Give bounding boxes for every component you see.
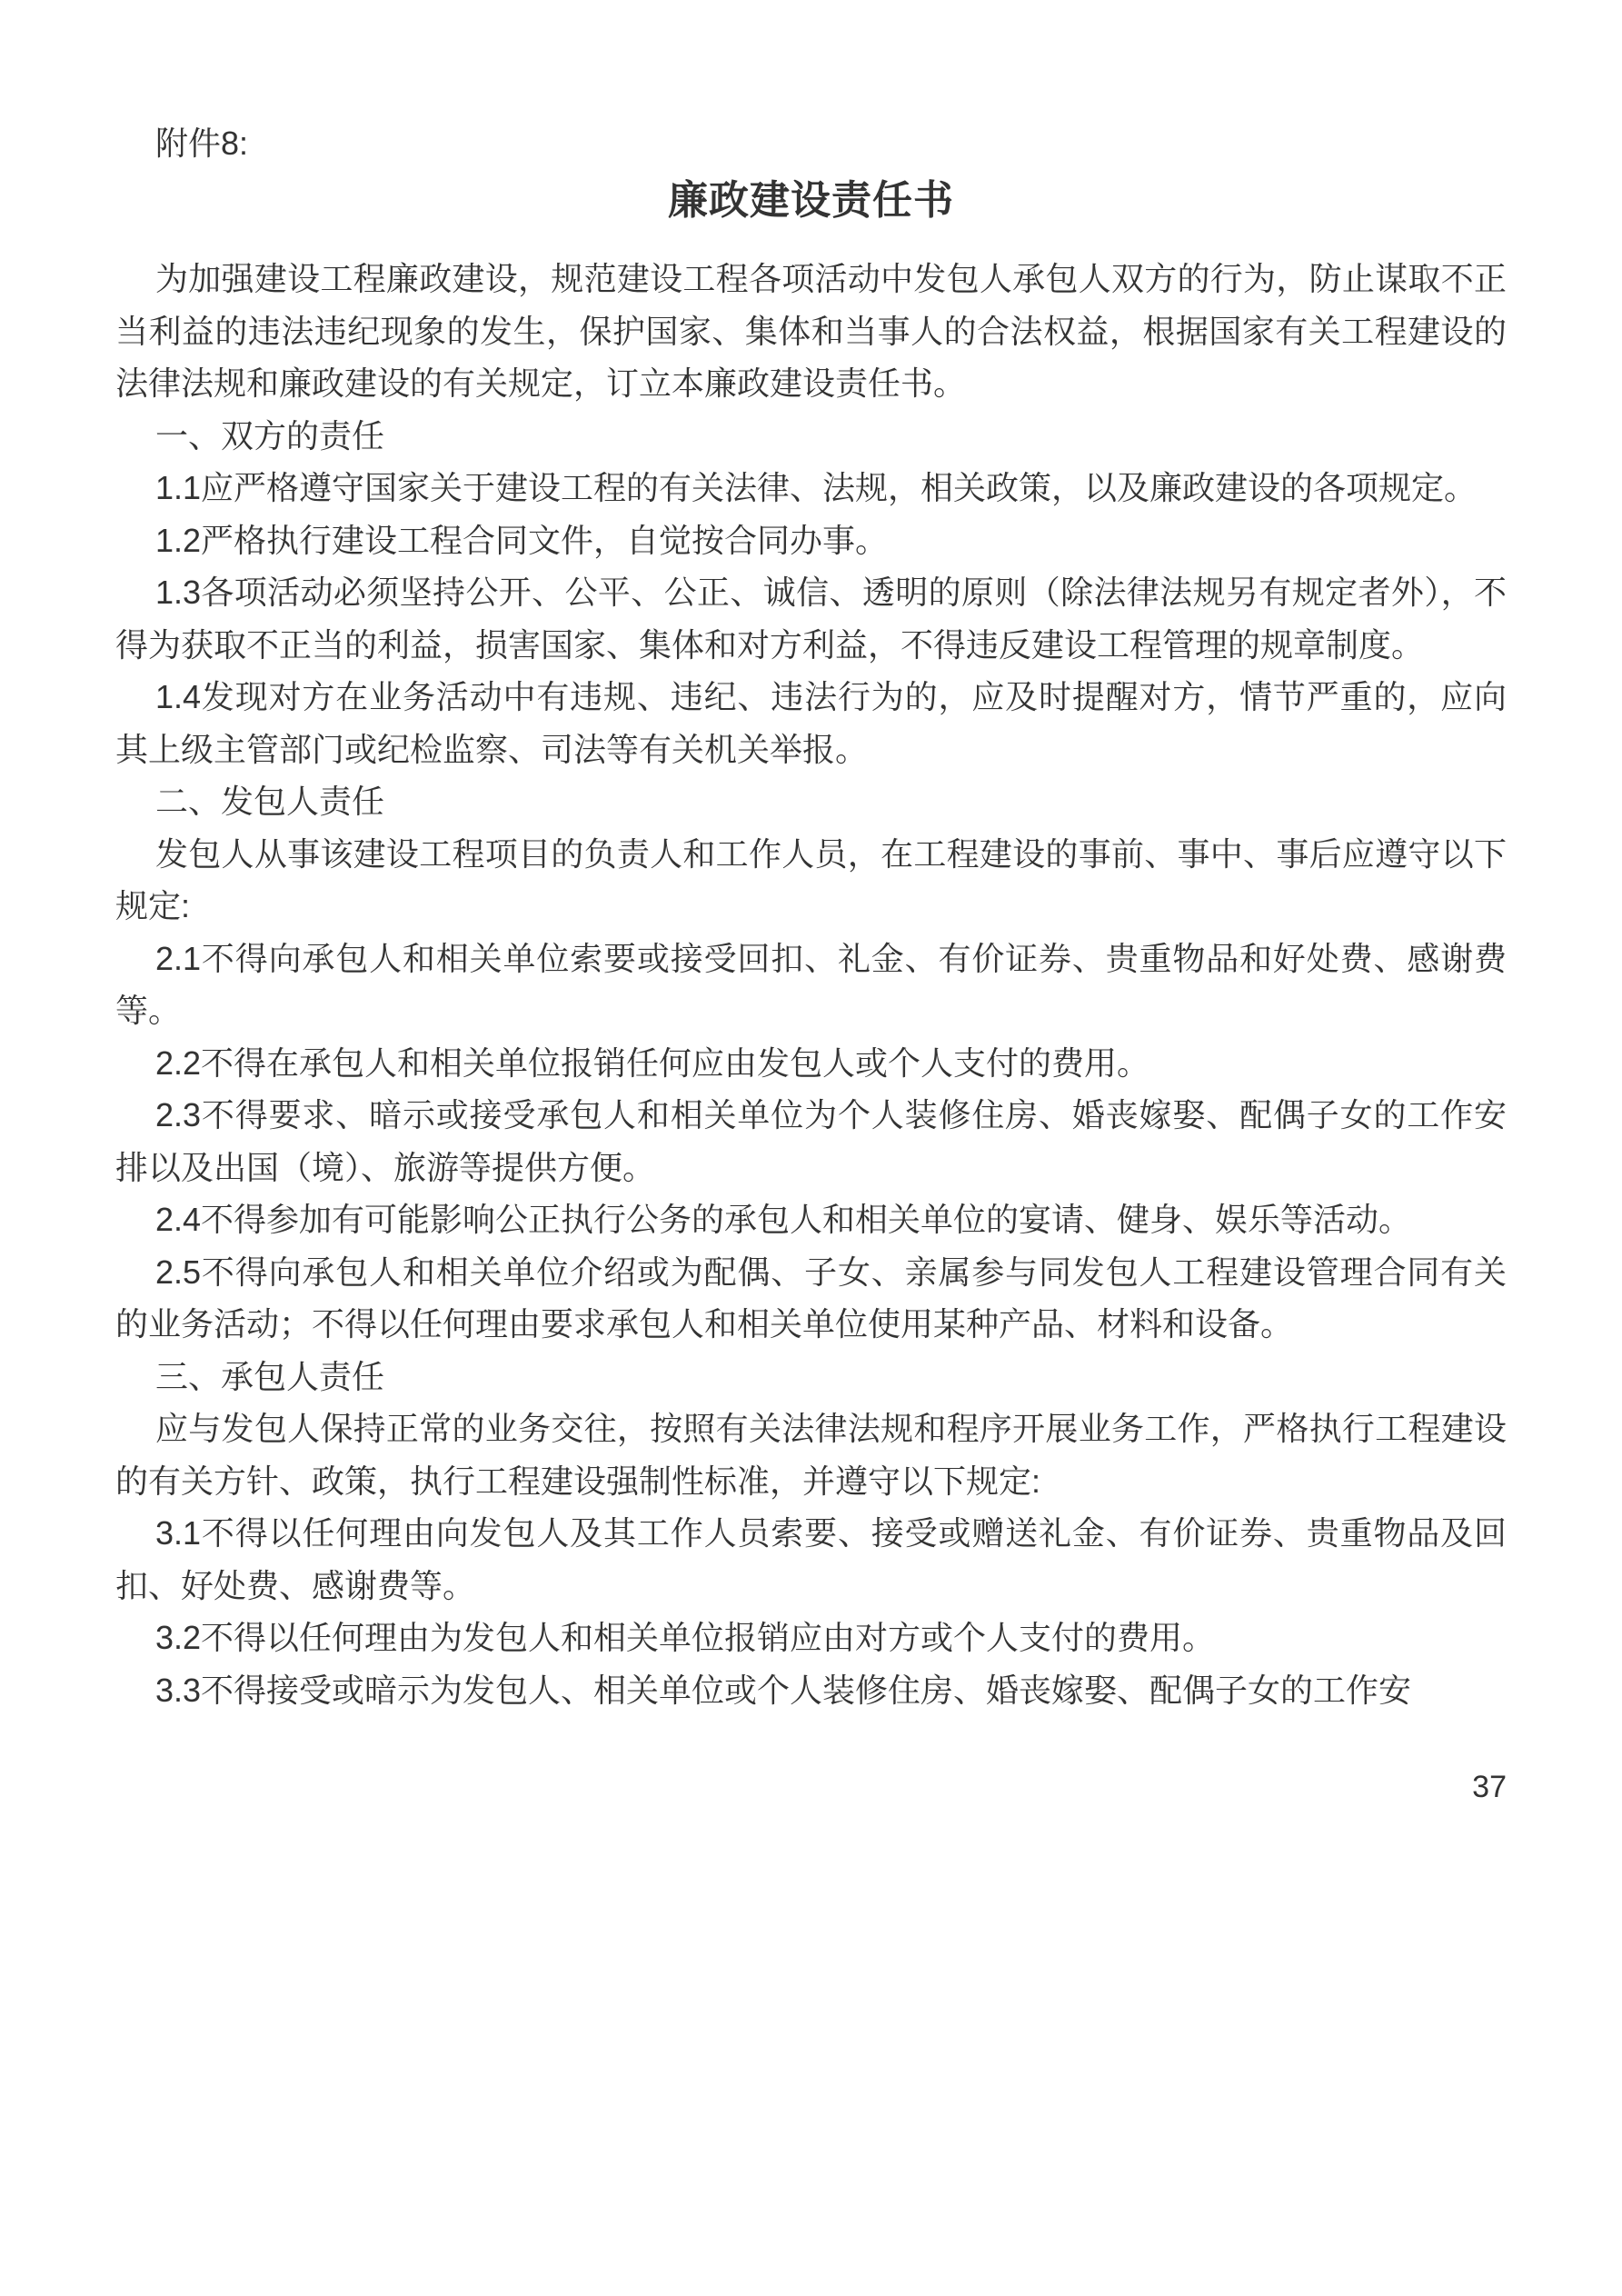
document-title: 廉政建设责任书 [668, 178, 954, 223]
body-paragraph: 2.1不得向承包人和相关单位索要或接受回扣、礼金、有价证券、贵重物品和好处费、感谢费等。 [115, 939, 1507, 1029]
section-heading: 二、发包人责任 [155, 783, 385, 820]
body-paragraph: 1.3各项活动必须坚持公开、公平、公正、诚信、透明的原则（除法律法规另有规定者外），不得为获取不正当的利益，损害国家、集体和对方利益，不得违反建设工程管理的规章制度。 [115, 574, 1507, 664]
body-paragraph: 2.4不得参加有可能影响公正执行公务的承包人和相关单位的宴请、健身、娱乐等活动。 [155, 1201, 1412, 1238]
body-paragraph: 3.3不得接受或暗示为发包人、相关单位或个人装修住房、婚丧嫁娶、配偶子女的工作安 [155, 1671, 1412, 1709]
page-number: 37 [1472, 1770, 1507, 1804]
attachment-label: 附件8: [155, 125, 249, 162]
body-paragraph: 1.1应严格遵守国家关于建设工程的有关法律、法规，相关政策，以及廉政建设的各项规定。 [155, 469, 1478, 506]
body-paragraph: 应与发包人保持正常的业务交往，按照有关法律法规和程序开展业务工作，严格执行工程建设的有关方针、政策，执行工程建设强制性标准，并遵守以下规定: [115, 1410, 1507, 1500]
body-paragraph: 3.2不得以任何理由为发包人和相关单位报销应由对方或个人支付的费用。 [155, 1619, 1216, 1656]
section-heading: 一、双方的责任 [155, 416, 385, 454]
document-body [115, 253, 1507, 1716]
body-paragraph: 1.4发现对方在业务活动中有违规、违纪、违法行为的，应及时提醒对方，情节严重的，应向其上级主管部门或纪检监察、司法等有关机关举报。 [115, 678, 1507, 768]
body-paragraph: 2.5不得向承包人和相关单位介绍或为配偶、子女、亲属参与同发包人工程建设管理合同有关的业务活动；不得以任何理由要求承包人和相关单位使用某种产品、材料和设备。 [115, 1253, 1507, 1343]
body-paragraph: 发包人从事该建设工程项目的负责人和工作人员，在工程建设的事前、事中、事后应遵守以下规定: [115, 834, 1507, 924]
body-paragraph: 2.3不得要求、暗示或接受承包人和相关单位为个人装修住房、婚丧嫁娶、配偶子女的工作安排以及出国（境）、旅游等提供方便。 [115, 1096, 1507, 1186]
body-paragraph: 3.1不得以任何理由向发包人及其工作人员索要、接受或赠送礼金、有价证券、贵重物品及回扣、好处费、感谢费等。 [115, 1514, 1507, 1604]
body-paragraph: 为加强建设工程廉政建设，规范建设工程各项活动中发包人承包人双方的行为，防止谋取不正当利益的违法违纪现象的发生，保护国家、集体和当事人的合法权益，根据国家有关工程建设的法律法规和廉政建设的有关规定，订立本廉政建设责任书。 [115, 260, 1507, 402]
section-heading: 三、承包人责任 [155, 1357, 385, 1395]
body-paragraph: 1.2严格执行建设工程合同文件，自觉按合同办事。 [155, 521, 889, 559]
body-paragraph: 2.2不得在承包人和相关单位报销任何应由发包人或个人支付的费用。 [155, 1043, 1150, 1082]
